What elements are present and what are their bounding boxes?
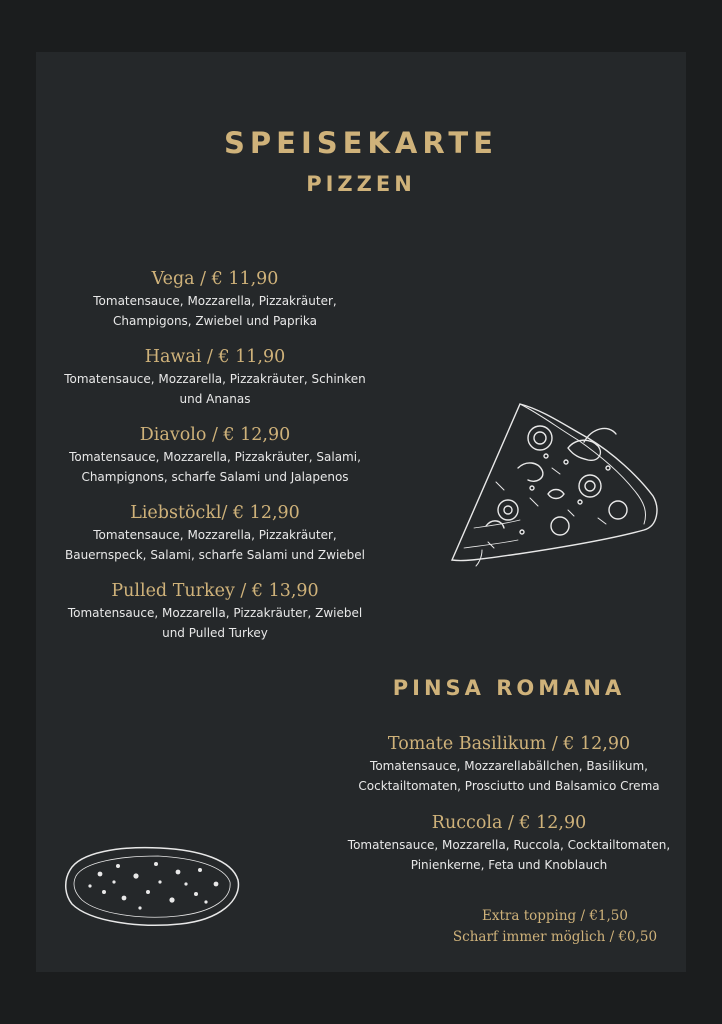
section-title-pizzen: PIZZEN — [306, 172, 416, 196]
menu-item — [50, 578, 380, 643]
section-title-pinsa: PINSA ROMANA — [392, 676, 626, 700]
item-name: Liebstöckl/ € 12,90 — [130, 503, 300, 523]
pinsa-dough-icon — [60, 842, 244, 928]
item-description: Cocktailtomaten, Prosciutto und Balsamico Crema — [358, 778, 660, 793]
item-description: Tomatensauce, Mozzarella, Pizzakräuter, — [93, 528, 337, 542]
item-description: Bauernspeck, Salami, scharfe Salami und Zwiebel — [64, 547, 366, 562]
item-description: und Pulled Turkey — [162, 625, 268, 640]
item-description: Champigons, Zwiebel und Paprika — [113, 313, 317, 328]
item-description: Pinienkerne, Feta und Knoblauch — [410, 857, 608, 872]
item-name: Vega / € 11,90 — [151, 269, 279, 289]
item-description: und Ananas — [179, 391, 251, 406]
spicy-note: Scharf immer möglich / €0,50 — [452, 929, 658, 945]
item-description: Champignons, scharfe Salami und Jalapenos — [81, 469, 349, 484]
item-description: Tomatensauce, Mozzarella, Pizzakräuter, Schinken — [64, 372, 366, 386]
item-name: Diavolo / € 12,90 — [139, 425, 291, 445]
item-name: Tomate Basilikum / € 12,90 — [387, 734, 631, 754]
menu-item — [50, 422, 380, 487]
menu-item — [330, 810, 688, 875]
item-description: Tomatensauce, Mozzarellabällchen, Basilikum, — [370, 759, 648, 773]
item-name: Pulled Turkey / € 13,90 — [111, 581, 319, 601]
extra-topping-note: Extra topping / €1,50 — [482, 908, 628, 924]
menu-title: SPEISEKARTE — [224, 126, 498, 160]
item-name: Hawai / € 11,90 — [144, 347, 286, 367]
menu-item — [50, 500, 380, 565]
item-description: Tomatensauce, Mozzarella, Pizzakräuter, Salami, — [69, 450, 361, 464]
pizza-slice-icon — [448, 398, 663, 568]
item-name: Ruccola / € 12,90 — [431, 813, 587, 833]
item-description: Tomatensauce, Mozzarella, Ruccola, Cocktailtomaten, — [347, 838, 671, 852]
menu-item — [50, 344, 380, 409]
item-description: Tomatensauce, Mozzarella, Pizzakräuter, Zwiebel — [67, 606, 363, 620]
menu-item — [330, 731, 688, 796]
menu-item — [50, 266, 380, 331]
item-description: Tomatensauce, Mozzarella, Pizzakräuter, — [93, 294, 337, 308]
